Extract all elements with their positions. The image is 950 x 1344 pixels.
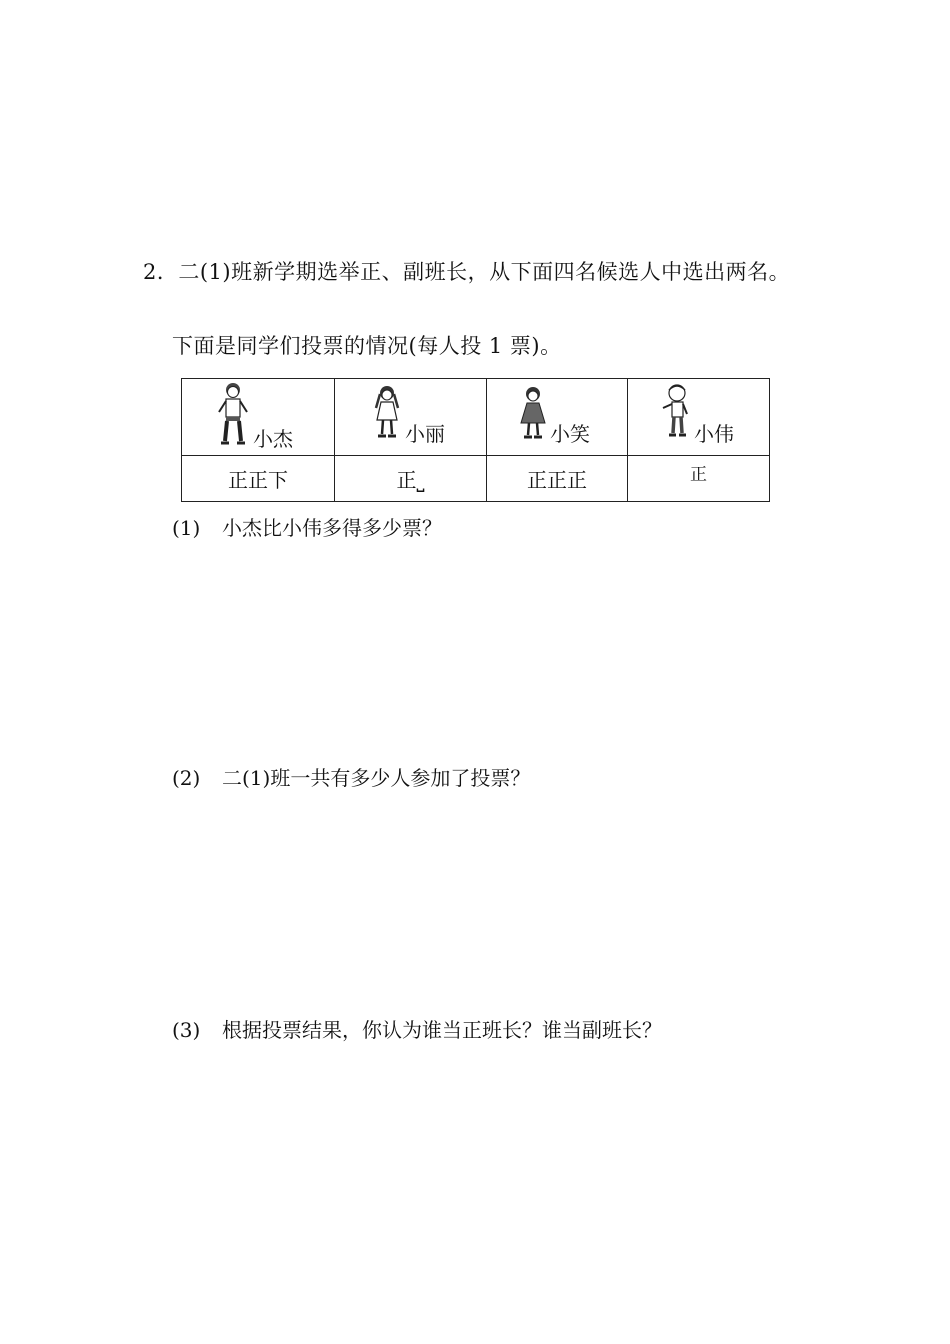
question-title: 2．二(1)班新学期选举正、副班长，从下面四名候选人中选出两名。 (143, 260, 791, 284)
tally-cell-2: 正⎵ (335, 456, 487, 502)
tally-cell-4: 正 (628, 456, 770, 502)
girl-braids-icon (372, 384, 402, 438)
candidate-name: 小丽 (405, 422, 445, 446)
sub-question-3 (172, 1014, 662, 1043)
question-intro: 下面是同学们投票的情况(每人投 1 票)。 (172, 334, 562, 358)
sub-question-number: (3) (172, 1018, 201, 1042)
sub-question-2 (172, 762, 530, 791)
sub-question-text: 二(1)班一共有多少人参加了投票？ (222, 766, 531, 790)
candidate-row (182, 379, 770, 456)
vote-table (181, 378, 770, 502)
boy-waving-icon (661, 382, 691, 438)
candidate-name: 小杰 (253, 427, 293, 451)
sub-question-text: 小杰比小伟多得多少票？ (222, 516, 442, 540)
sub-question-1 (172, 512, 442, 541)
sub-question-number: (1) (172, 516, 201, 540)
candidate-cell-4 (628, 379, 770, 456)
candidate-name: 小笑 (550, 422, 590, 446)
tally-cell-1: 正正下 (182, 456, 335, 502)
boy-standing-icon (216, 381, 250, 447)
candidate-cell-2 (335, 379, 487, 456)
candidate-name: 小伟 (694, 422, 734, 446)
tally-cell-3: 正正正 (487, 456, 628, 502)
candidate-cell-1 (182, 379, 335, 456)
candidate-cell-3 (487, 379, 628, 456)
sub-question-number: (2) (172, 766, 201, 790)
girl-dress-icon (518, 385, 548, 439)
sub-question-text: 根据投票结果，你认为谁当正班长？谁当副班长？ (222, 1018, 662, 1042)
tally-row (182, 456, 770, 502)
